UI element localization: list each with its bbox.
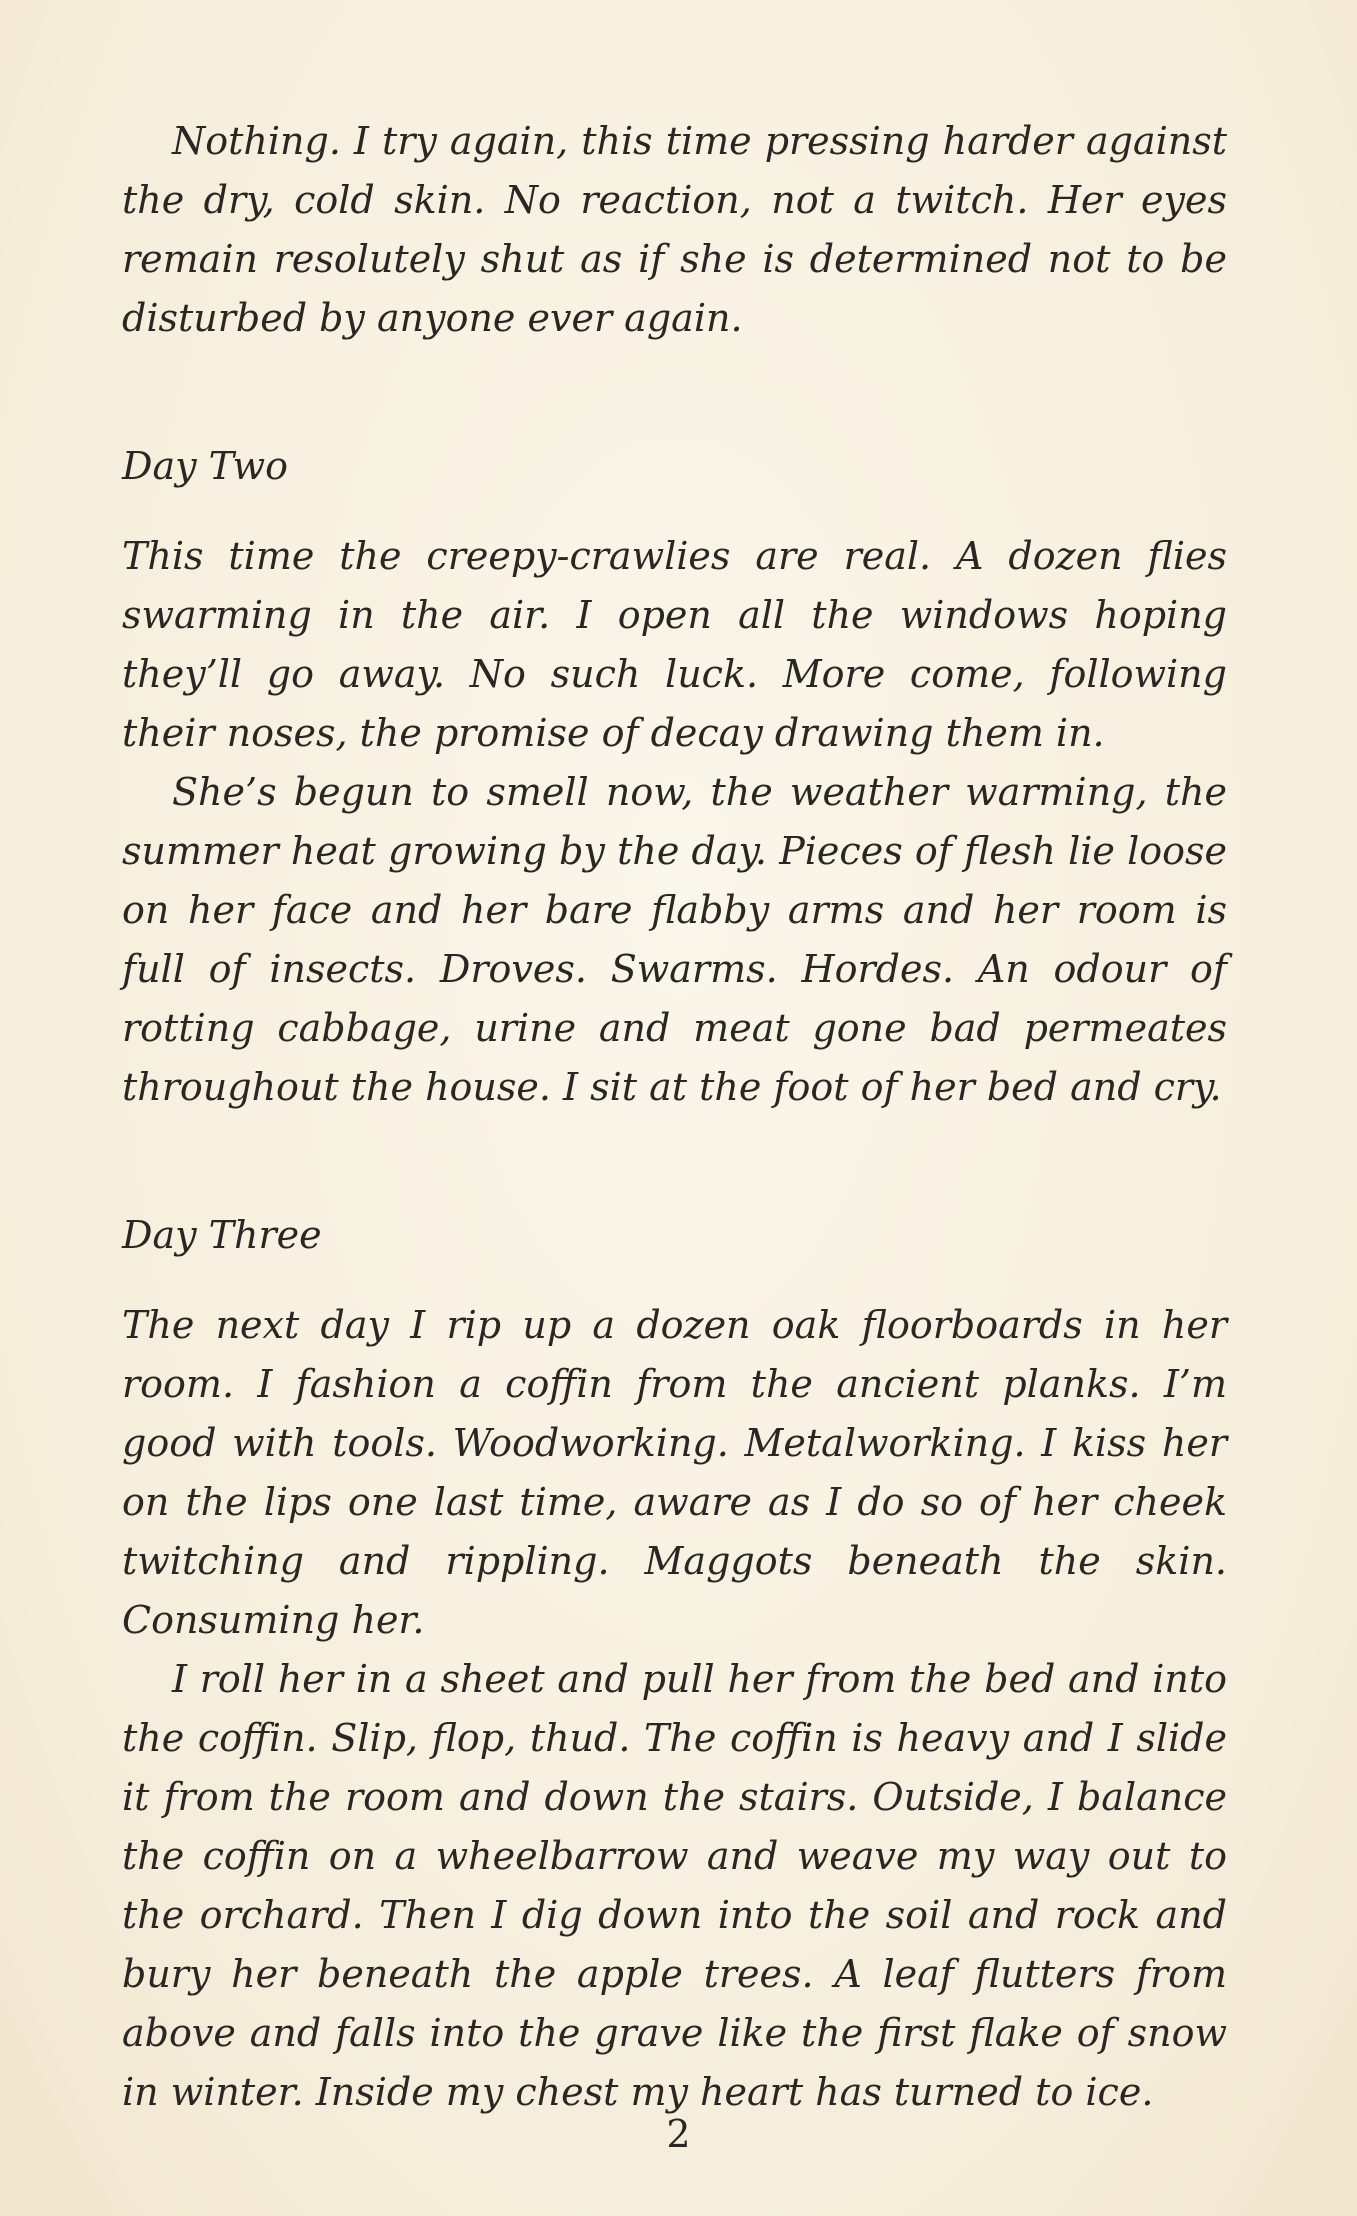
body-text [122, 112, 1227, 2122]
section-heading-day-two: Day Two [122, 444, 289, 488]
paragraph: I roll her in a sheet and pull her from the bed and into the coffin. Slip, flop, thud. The coffin is heavy and I slide it from the room and down the stairs. Outside, I balance the coffin on a wheelbarrow and weave my way out to the orchard. Then I dig down into the soil and rock and bury her beneath the apple trees. A leaf flutters from above and falls into the grave like the first flake of snow in winter. Inside my chest my heart has turned to ice. [122, 1657, 1227, 2114]
paragraph: The next day I rip up a dozen oak floorboards in her room. I fashion a coffin from the ancient planks. I’m good with tools. Woodworking. Metalworking. I kiss her on the lips one last time, aware as I do so of her cheek twitching and rippling. Maggots beneath the skin. Consuming her. [122, 1303, 1227, 1642]
paragraph: This time the creepy-crawlies are real. A dozen flies swarming in the air. I open all the windows hoping they’ll go away. No such luck. More come, following their noses, the promise of decay drawing them in. [122, 534, 1227, 755]
paragraph: Nothing. I try again, this time pressing harder against the dry, cold skin. No reaction, not a twitch. Her eyes remain resolutely shut as if she is determined not to be disturbed by anyone ever again. [122, 119, 1227, 340]
page-number: 2 [666, 2112, 691, 2156]
section-heading-day-three: Day Three [122, 1213, 322, 1257]
paragraph: She’s begun to smell now, the weather warming, the summer heat growing by the day. Pieces of flesh lie loose on her face and her bare flabby arms and her room is full of insects. Droves. Swarms. Hordes. An odour of rotting cabbage, urine and meat gone bad permeates throughout the house. I sit at the foot of her bed and cry. [122, 770, 1227, 1109]
